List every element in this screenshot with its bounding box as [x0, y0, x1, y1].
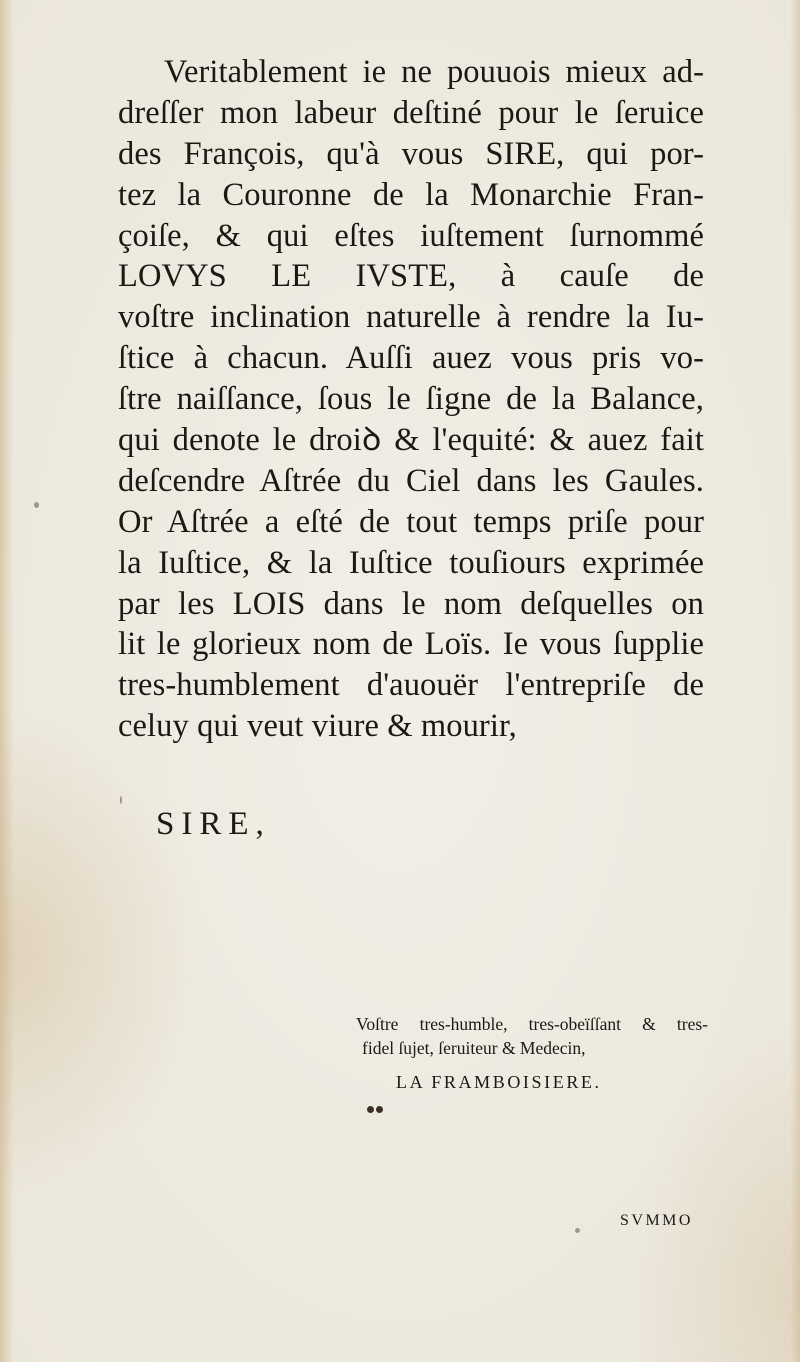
ink-speck — [34, 502, 39, 508]
text-line: par les LOIS dans le nom deſquelles on — [118, 585, 704, 622]
text-line: LOVYS LE IVSTE, à cauſe de — [118, 258, 704, 295]
text-line: tres-humblement d'auouër l'entrepriſe de — [118, 667, 704, 704]
text-line: la Iuſtice, & la Iuſtice touſiours exprimée — [118, 544, 704, 581]
signature-line: Voſtre tres-humble, tres-obeïſſant & tres- — [356, 1014, 708, 1034]
signature-block — [356, 1012, 708, 1094]
ink-speck — [120, 796, 122, 804]
text-line: çoiſe, & qui eſtes iuſtement ſurnommé — [118, 217, 704, 254]
text-line: celuy qui veut viure & mourir, — [118, 708, 517, 745]
page-edge-right — [790, 0, 800, 1362]
text-line: lit le glorieux nom de Loïs. Ie vous ſupplie — [118, 626, 704, 663]
text-line: voſtre inclination naturelle à rendre la Iu- — [118, 299, 704, 336]
text-line: tez la Couronne de la Monarchie Fran- — [118, 176, 704, 213]
ornament-dot — [376, 1106, 383, 1113]
page-edge-left — [0, 0, 14, 1362]
ornament-dot — [367, 1106, 374, 1113]
catchword: SVMMO — [620, 1212, 693, 1229]
author-name: LA FRAMBOISIERE. — [396, 1072, 602, 1092]
text-line: Veritablement ie ne pouuois mieux ad- — [164, 54, 704, 90]
text-line: deſcendre Aſtrée du Ciel dans les Gaules. — [118, 462, 704, 499]
ink-speck — [575, 1228, 580, 1233]
text-line: dreſſer mon labeur deſtiné pour le ſeruice — [118, 94, 704, 131]
printer-ornament — [365, 1104, 387, 1114]
signature-line: fidel ſujet, ſeruiteur & Medecin, — [362, 1038, 586, 1058]
dedication-text — [118, 52, 704, 747]
text-line: Or Aſtrée a eſté de tout temps priſe pour — [118, 503, 704, 540]
text-line: des François, qu'à vous SIRE, qui por- — [118, 135, 704, 172]
text-line: ſtice à chacun. Auſſi auez vous pris vo- — [118, 340, 704, 377]
text-line: qui denote le droiꝺ & l'equité: & auez fait — [118, 422, 704, 459]
salutation: SIRE, — [156, 806, 271, 842]
text-line: ſtre naiſſance, ſous le ſigne de la Balance, — [118, 381, 704, 418]
